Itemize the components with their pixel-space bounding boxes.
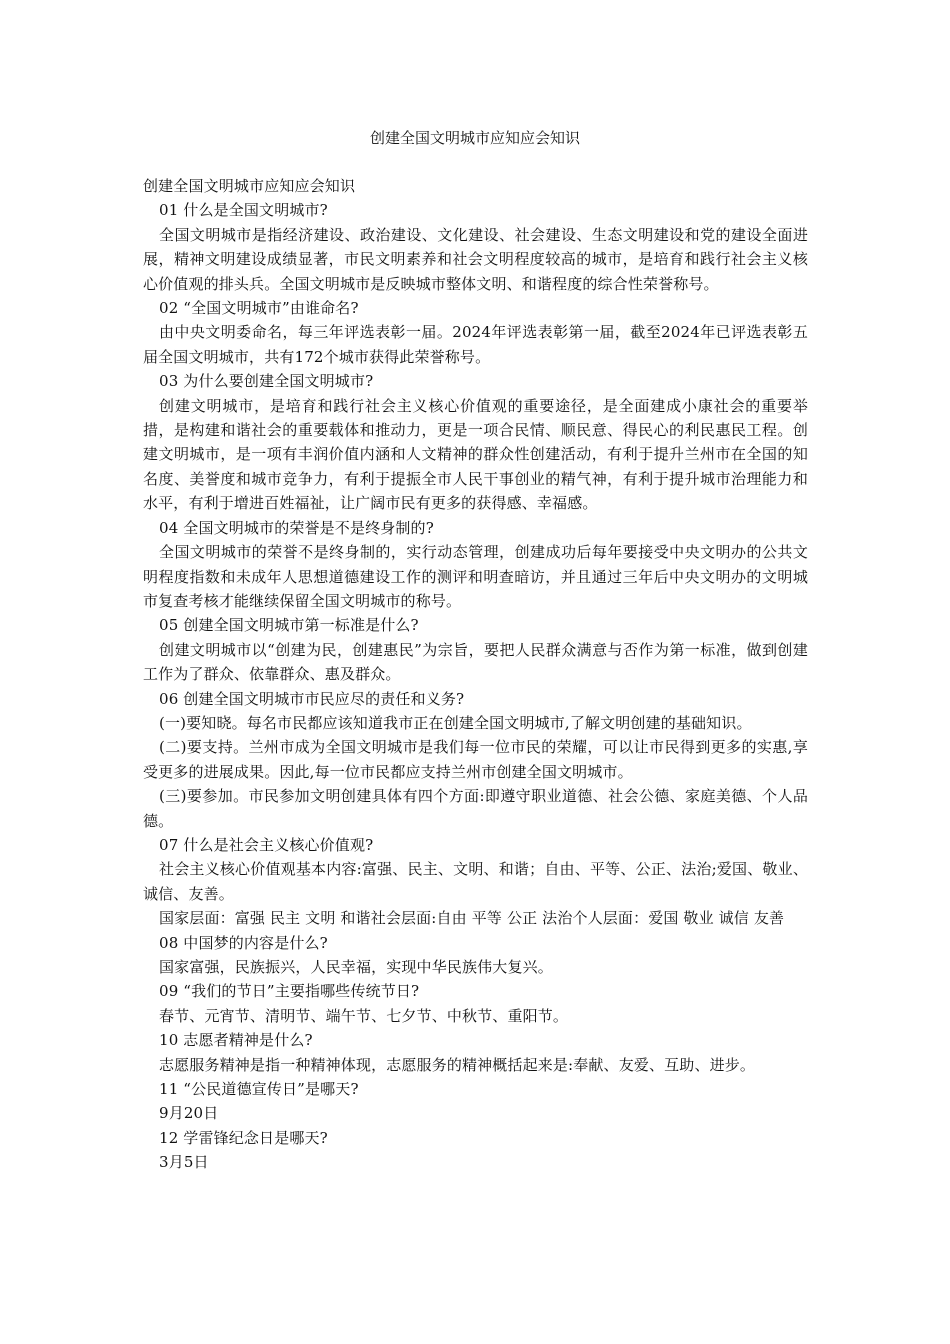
qa-section-09 bbox=[143, 979, 808, 1028]
answer-paragraph: (二)要支持。兰州市成为全国文明城市是我们每一位市民的荣耀，可以让市民得到更多的实惠,享受更多的进展成果。因此,每一位市民都应支持兰州市创建全国文明城市。 bbox=[143, 738, 808, 781]
answer-paragraph: 创建文明城市以“创建为民，创建惠民”为宗旨，要把人民群众满意与否作为第一标准，做到创建工作为了群众、依靠群众、惠及群众。 bbox=[143, 640, 808, 684]
document-body bbox=[143, 174, 808, 1175]
question-heading: 11 “公民道德宣传日”是哪天? bbox=[159, 1080, 359, 1099]
qa-section-12 bbox=[143, 1126, 808, 1175]
answer-paragraph: 3月5日 bbox=[159, 1153, 209, 1172]
qa-section-08 bbox=[143, 931, 808, 980]
answer-paragraph: 创建文明城市，是培育和践行社会主义核心价值观的重要途径，是全面建成小康社会的重要举措，是构建和谐社会的重要载体和推动力，更是一项合民情、顺民意、得民心的利民惠民工程。创建文明城市，是一项有丰润价值内涵和人文精神的群众性创建活动，有利于提升兰州市在全国的知名度、美誉度和城市竞争力，有利于提振全市人民干事创业的精气神，有利于提升城市治理能力和水平，有利于增进百姓福祉，让广阔市民有更多的获得感、幸福感。 bbox=[143, 396, 808, 513]
question-heading: 07 什么是社会主义核心价值观? bbox=[159, 835, 374, 854]
answer-paragraph: 国家层面：富强 民主 文明 和谐社会层面:自由 平等 公正 法治个人层面：爱国 敬业 诚信 友善 bbox=[159, 909, 785, 928]
question-heading: 10 志愿者精神是什么? bbox=[159, 1031, 313, 1050]
answer-paragraph: (三)要参加。市民参加文明创建具体有四个方面:即遵守职业道德、社会公德、家庭美德、个人品德。 bbox=[143, 787, 808, 830]
qa-section-10 bbox=[143, 1028, 808, 1077]
question-heading: 01 什么是全国文明城市? bbox=[159, 201, 328, 220]
qa-section-05 bbox=[143, 613, 808, 686]
question-heading: 05 创建全国文明城市第一标准是什么? bbox=[159, 616, 419, 635]
qa-section-06 bbox=[143, 687, 808, 833]
document-title: 创建全国文明城市应知应会知识 bbox=[369, 129, 580, 147]
answer-paragraph: 春节、元宵节、清明节、端午节、七夕节、中秋节、重阳节。 bbox=[159, 1006, 569, 1025]
question-heading: 08 中国梦的内容是什么? bbox=[159, 933, 328, 952]
answer-paragraph: 9月20日 bbox=[159, 1104, 219, 1123]
qa-section-02 bbox=[143, 296, 808, 369]
qa-section-03 bbox=[143, 369, 808, 515]
qa-section-11 bbox=[143, 1077, 808, 1126]
answer-paragraph: 全国文明城市的荣誉不是终身制的，实行动态管理，创建成功后每年要接受中央文明办的公共文明程度指数和未成年人思想道德建设工作的测评和明查暗访，并且通过三年后中央文明办的文明城市复查考核才能继续保留全国文明城市的称号。 bbox=[143, 543, 808, 610]
answer-paragraph: 志愿服务精神是指一种精神体现，志愿服务的精神概括起来是:奉献、友爱、互助、进步。 bbox=[159, 1055, 756, 1074]
question-heading: 09 “我们的节日”主要指哪些传统节日? bbox=[159, 982, 420, 1001]
question-heading: 06 创建全国文明城市市民应尽的责任和义务? bbox=[159, 689, 465, 708]
answer-paragraph: (一)要知晓。每名市民都应该知道我市正在创建全国文明城市,了解文明创建的基础知识。 bbox=[159, 713, 752, 732]
qa-section-01 bbox=[143, 198, 808, 296]
answer-paragraph: 由中央文明委命名，每三年评选表彰一届。2024年评选表彰第一届，截至2024年已评选表彰五届全国文明城市，共有172个城市获得此荣誉称号。 bbox=[143, 323, 808, 366]
answer-paragraph: 社会主义核心价值观基本内容:富强、民主、文明、和谐；自由、平等、公正、法治;爱国、敬业、诚信、友善。 bbox=[143, 860, 808, 903]
document-subtitle: 创建全国文明城市应知应会知识 bbox=[143, 177, 356, 195]
answer-paragraph: 国家富强，民族振兴，人民幸福，实现中华民族伟大复兴。 bbox=[159, 958, 553, 976]
answer-paragraph: 全国文明城市是指经济建设、政治建设、文化建设、社会建设、生态文明建设和党的建设全面进展，精神文明建设成绩显著，市民文明素养和社会文明程度较高的城市，是培育和践行社会主义核心价值观的排头兵。全国文明城市是反映城市整体文明、和谐程度的综合性荣誉称号。 bbox=[143, 225, 808, 293]
question-heading: 02 “全国文明城市”由谁命名? bbox=[159, 299, 359, 318]
question-heading: 12 学雷锋纪念日是哪天? bbox=[159, 1128, 328, 1147]
question-heading: 03 为什么要创建全国文明城市? bbox=[159, 372, 374, 391]
qa-section-04 bbox=[143, 516, 808, 614]
question-heading: 04 全国文明城市的荣誉是不是终身制的? bbox=[159, 518, 434, 537]
qa-section-07 bbox=[143, 833, 808, 931]
